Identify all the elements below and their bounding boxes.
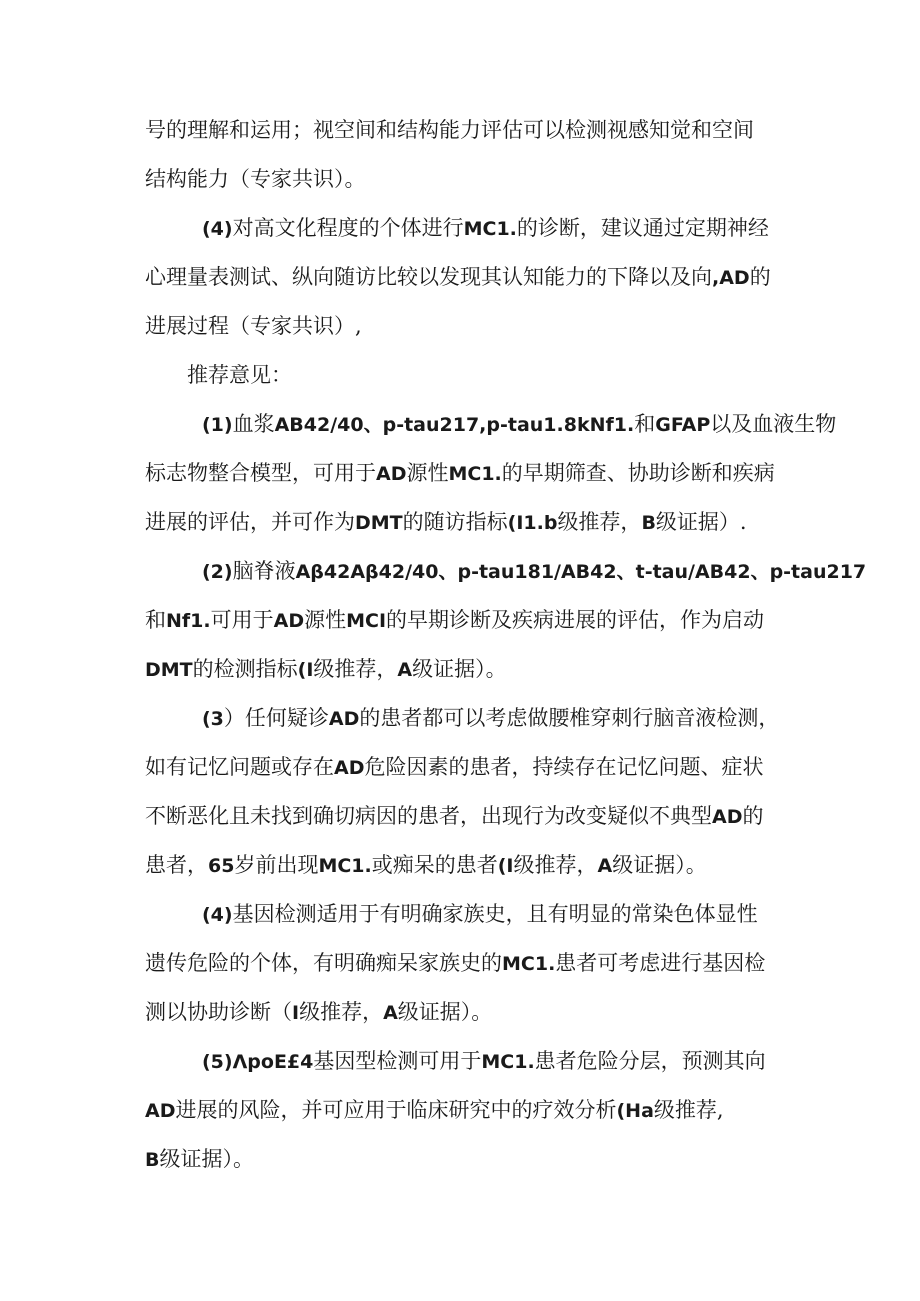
paragraph-line: (2)脑脊液Aβ42Aβ42/40、p-tau181/AB42、t-tau/AB42、p-tau217	[202, 559, 867, 583]
paragraph-line: 不断恶化且未找到确切病因的患者，出现行为改变疑似不典型AD的	[145, 804, 764, 828]
section-heading: 推荐意见：	[187, 363, 292, 387]
paragraph-line: 遗传危险的个体，有明确痴呆家族史的MC1.患者可考虑进行基因检	[145, 951, 766, 975]
paragraph-line: (1)血浆AB42/40、p-tau217,p-tau1.8kNf1.和GFAP以及血液生物	[202, 412, 837, 436]
paragraph-line: B级证据）。	[145, 1147, 254, 1171]
paragraph-line: (5)ΛpoE£4基因型检测可用于MC1.患者危险分层，预测其向	[202, 1049, 766, 1073]
paragraph-line: 标志物整合模型，可用于AD源性MC1.的早期筛查、协助诊断和疾病	[145, 461, 775, 485]
paragraph-line: (4)基因检测适用于有明确家族史，且有明显的常染色体显性	[202, 902, 758, 926]
paragraph-line: 如有记忆问题或存在AD危险因素的患者，持续存在记忆问题、症状	[145, 755, 764, 779]
paragraph-line: 测以协助诊断（I级推荐，A级证据）。	[145, 1000, 493, 1024]
paragraph-line: (4)对高文化程度的个体进行MC1.的诊断，建议通过定期神经	[202, 216, 769, 240]
paragraph-line: 结构能力（专家共识）。	[145, 167, 366, 191]
paragraph-line: 进展的评估，并可作为DMT的随访指标(I1.b级推荐，B级证据）.	[145, 510, 747, 534]
paragraph-line: 患者，65岁前出现MC1.或痴呆的患者(I级推荐，A级证据）。	[145, 853, 707, 877]
paragraph-line: 和Nf1.可用于AD源性MCI的早期诊断及疾病进展的评估，作为启动	[145, 608, 765, 632]
paragraph-line: DMT的检测指标(I级推荐，A级证据）。	[145, 657, 507, 681]
paragraph-line: AD进展的风险，并可应用于临床研究中的疗效分析(Ha级推荐,	[145, 1098, 724, 1122]
paragraph-line: 进展过程（专家共识）,	[145, 314, 362, 338]
paragraph-line: (3）任何疑诊AD的患者都可以考虑做腰椎穿刺行脑音液检测，	[202, 706, 780, 730]
paragraph-line: 心理量表测试、纵向随访比较以发现其认知能力的下降以及向,AD的	[145, 265, 771, 289]
paragraph-line: 号的理解和运用；视空间和结构能力评估可以检测视感知觉和空间	[145, 118, 754, 142]
